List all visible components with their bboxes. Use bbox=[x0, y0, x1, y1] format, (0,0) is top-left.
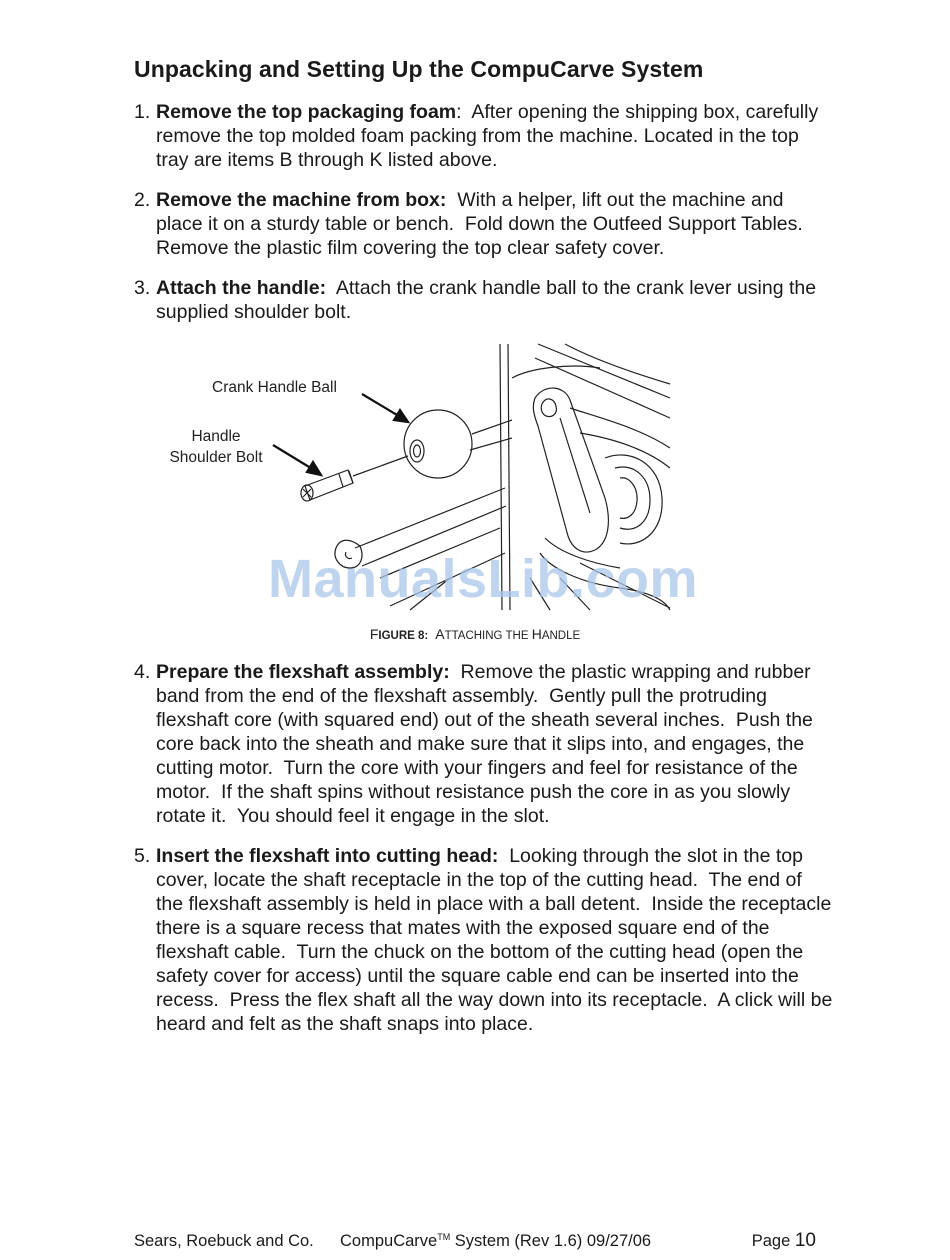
step-1 bbox=[134, 100, 834, 172]
step-body bbox=[156, 844, 838, 1036]
step-4 bbox=[134, 660, 834, 828]
label-crank-handle-ball: Crank Handle Ball bbox=[212, 379, 337, 396]
label-line: Shoulder Bolt bbox=[169, 449, 263, 466]
footer-page bbox=[752, 1230, 816, 1252]
step-number: 3. bbox=[134, 277, 151, 299]
step-text: Remove the plastic wrapping and rubber band from the end of the flexshaft assembly. Gently pull the protruding flexshaft core (with squared end) out of the sheath several inches. Push the core back into the sheath and make sure that it slips into, and engages, the cutting motor. Turn the core with your fingers and feel for resistance of the motor. If the shaft spins without resistance push the core in as you slowly rotate it. You should feel it engage in the slot. bbox=[156, 661, 819, 827]
step-3 bbox=[134, 276, 834, 324]
step-number: 2. bbox=[134, 189, 151, 211]
step-label: Insert the flexshaft into cutting head: bbox=[156, 845, 499, 867]
caption-small: IGURE 8: bbox=[378, 630, 429, 642]
figure-caption bbox=[0, 626, 950, 642]
step-body bbox=[156, 188, 834, 260]
page-number: 10 bbox=[794, 1230, 816, 1251]
step-text: Looking through the slot in the top cover, locate the shaft receptacle in the top of the cutting head. The end of the flexshaft assembly is held in place with a ball detent. Inside the receptacle there is a square recess that mates with the exposed square end of the flexshaft cable. Turn the chuck on the bottom of the cutting head (open the safety cover for access) until the square cable end can be inserted into the recess. Press the flex shaft all the way down into its receptacle. A click will be heard and felt as the shaft snaps into place. bbox=[156, 845, 838, 1035]
label-line: Handle bbox=[191, 428, 241, 445]
footer-revision: System (Rev 1.6) 09/27/06 bbox=[450, 1232, 652, 1250]
step-label: Remove the machine from box: bbox=[156, 189, 447, 211]
step-text: Attach the crank handle ball to the crank lever using the supplied shoulder bolt. bbox=[156, 277, 822, 323]
step-label: Prepare the flexshaft assembly: bbox=[156, 661, 450, 683]
step-number: 4. bbox=[134, 661, 151, 683]
steps-upper bbox=[134, 100, 834, 340]
label-shoulder-bolt bbox=[158, 426, 274, 468]
step-text: After opening the shipping box, carefully remove the top molded foam packing from the machine. Located in the top tray are items B through K listed above. bbox=[156, 101, 824, 171]
step-label: Remove the top packaging foam bbox=[156, 101, 457, 123]
footer-doc bbox=[340, 1232, 752, 1251]
footer-company: Sears, Roebuck and Co. bbox=[134, 1232, 314, 1250]
page-word: Page bbox=[751, 1232, 795, 1250]
step-text: With a helper, lift out the machine and place it on a sturdy table or bench. Fold down the Outfeed Support Tables. Remove the plastic film covering the top clear safety cover. bbox=[156, 189, 814, 259]
caption-cap: H bbox=[531, 626, 542, 642]
footer-product: CompuCarve bbox=[340, 1232, 438, 1250]
step-body bbox=[156, 660, 834, 828]
step-number: 1. bbox=[134, 101, 151, 123]
caption-cap: F bbox=[369, 626, 379, 642]
step-label-separator: : bbox=[456, 101, 462, 123]
page-footer bbox=[134, 1230, 816, 1252]
steps-lower bbox=[134, 660, 838, 1036]
page-title: Unpacking and Setting Up the CompuCarve System bbox=[134, 56, 704, 82]
step-5 bbox=[134, 844, 838, 1036]
watermark: ManualsLib.com bbox=[268, 549, 699, 609]
step-body bbox=[156, 276, 834, 324]
caption-small: TTACHING THE bbox=[444, 630, 532, 642]
step-2 bbox=[134, 188, 834, 260]
step-body bbox=[156, 100, 834, 172]
trademark-mark: TM bbox=[437, 1232, 451, 1242]
caption-cap: A bbox=[435, 626, 445, 642]
step-number: 5. bbox=[134, 845, 151, 867]
step-label: Attach the handle: bbox=[156, 277, 327, 299]
caption-small: ANDLE bbox=[541, 630, 581, 642]
